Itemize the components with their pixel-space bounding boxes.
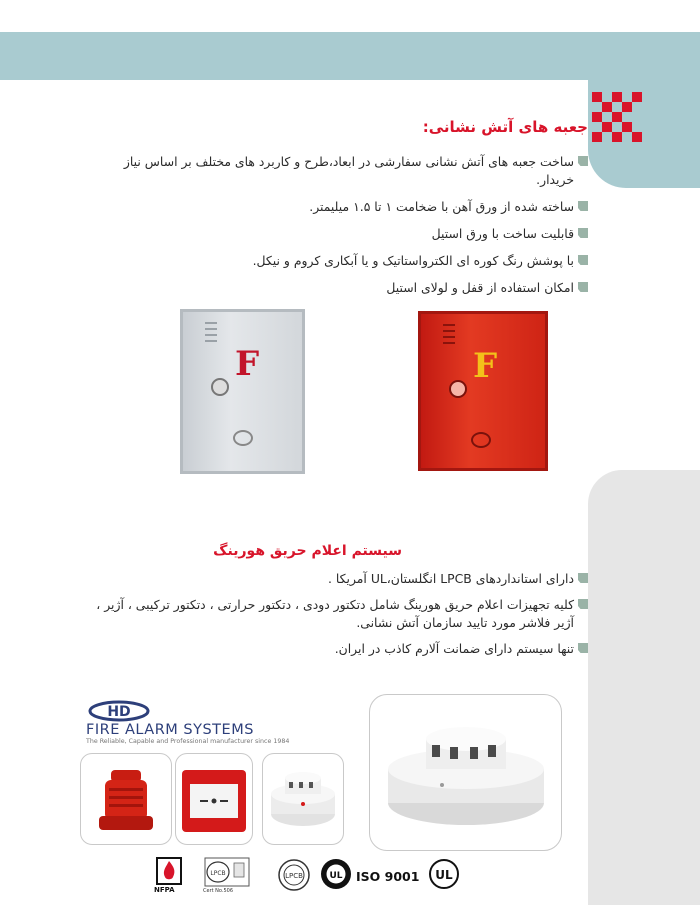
certification-logos bbox=[150, 857, 490, 897]
small-detector-image bbox=[262, 753, 344, 845]
white-fire-cabinet-image bbox=[180, 309, 305, 474]
alarm-system-features bbox=[88, 570, 588, 666]
ul-logo bbox=[428, 858, 460, 890]
brand-title: FIRE ALARM SYSTEMS bbox=[86, 722, 254, 738]
lock-knob-icon bbox=[211, 378, 229, 396]
red-squares-logo bbox=[592, 92, 642, 142]
svg-text:HD: HD bbox=[107, 704, 131, 720]
list-item: دارای استانداردهای LPCB انگلستان،UL آمریکا . bbox=[88, 570, 588, 588]
vent-slots bbox=[205, 322, 217, 346]
list-item: ساخت جعبه های آتش نشانی سفارشی در ابعاد،طرح و کاربرد های مختلف بر اساس نیاز خریدار. bbox=[98, 153, 588, 189]
svg-text:UL: UL bbox=[329, 871, 343, 881]
cabinet-letter: F bbox=[235, 344, 260, 384]
list-item: ساخته شده از ورق آهن با ضخامت ۱ تا ۱.۵ میلیمتر. bbox=[98, 198, 588, 216]
top-color-band bbox=[0, 32, 700, 80]
list-item: تنها سیستم دارای ضمانت آلارم کاذب در ایران. bbox=[88, 640, 588, 658]
side-gray-panel bbox=[588, 470, 700, 905]
svg-text:LPCB: LPCB bbox=[210, 870, 226, 877]
fire-cabinet-heading: جعبه های آتش نشانی: bbox=[422, 118, 588, 136]
list-item: با پوشش رنگ کوره ای الکترواستاتیک و یا آبکاری کروم و نیکل. bbox=[98, 252, 588, 270]
brand-tagline: The Reliable, Capable and Professional manufacturer since 1984 bbox=[86, 738, 290, 745]
svg-text:UL: UL bbox=[435, 868, 453, 882]
svg-text:LPCB: LPCB bbox=[285, 872, 303, 880]
list-item: امکان استفاده از قفل و لولای استیل bbox=[98, 279, 588, 297]
siren-product-image bbox=[80, 753, 172, 845]
list-item: کلیه تجهیزات اعلام حریق هورینگ شامل دتکتور دودی ، دتکتور حرارتی ، دتکتور ترکیبی ، آژیر ، آژیر فلاشر مورد تایید سازمان آتش نشانی. bbox=[88, 596, 588, 632]
nfpa-label: NFPA bbox=[154, 886, 175, 894]
hd-brand-logo bbox=[88, 700, 150, 722]
manual-call-point-image bbox=[175, 753, 253, 845]
vent-slots bbox=[443, 324, 455, 348]
iso-9001-label: ISO 9001 bbox=[356, 869, 420, 884]
lock-knob-icon bbox=[449, 380, 467, 398]
red-fire-cabinet-image bbox=[418, 311, 548, 471]
lpcb-logo bbox=[204, 857, 250, 887]
cabinet-letter: F bbox=[473, 346, 498, 386]
list-item: قابلیت ساخت با ورق استیل bbox=[98, 225, 588, 243]
hose-hole-icon bbox=[233, 430, 253, 446]
alarm-system-heading: سیستم اعلام حریق هورینگ bbox=[213, 543, 402, 559]
large-smoke-detector-image bbox=[369, 694, 562, 851]
cert-number: Cert No.506 bbox=[203, 888, 234, 894]
lpcb-round-logo bbox=[278, 859, 310, 891]
nfpa-flame-icon bbox=[156, 857, 182, 885]
fire-cabinet-features bbox=[98, 153, 588, 306]
hose-hole-icon bbox=[471, 432, 491, 448]
ul-listed-logo bbox=[320, 858, 352, 890]
